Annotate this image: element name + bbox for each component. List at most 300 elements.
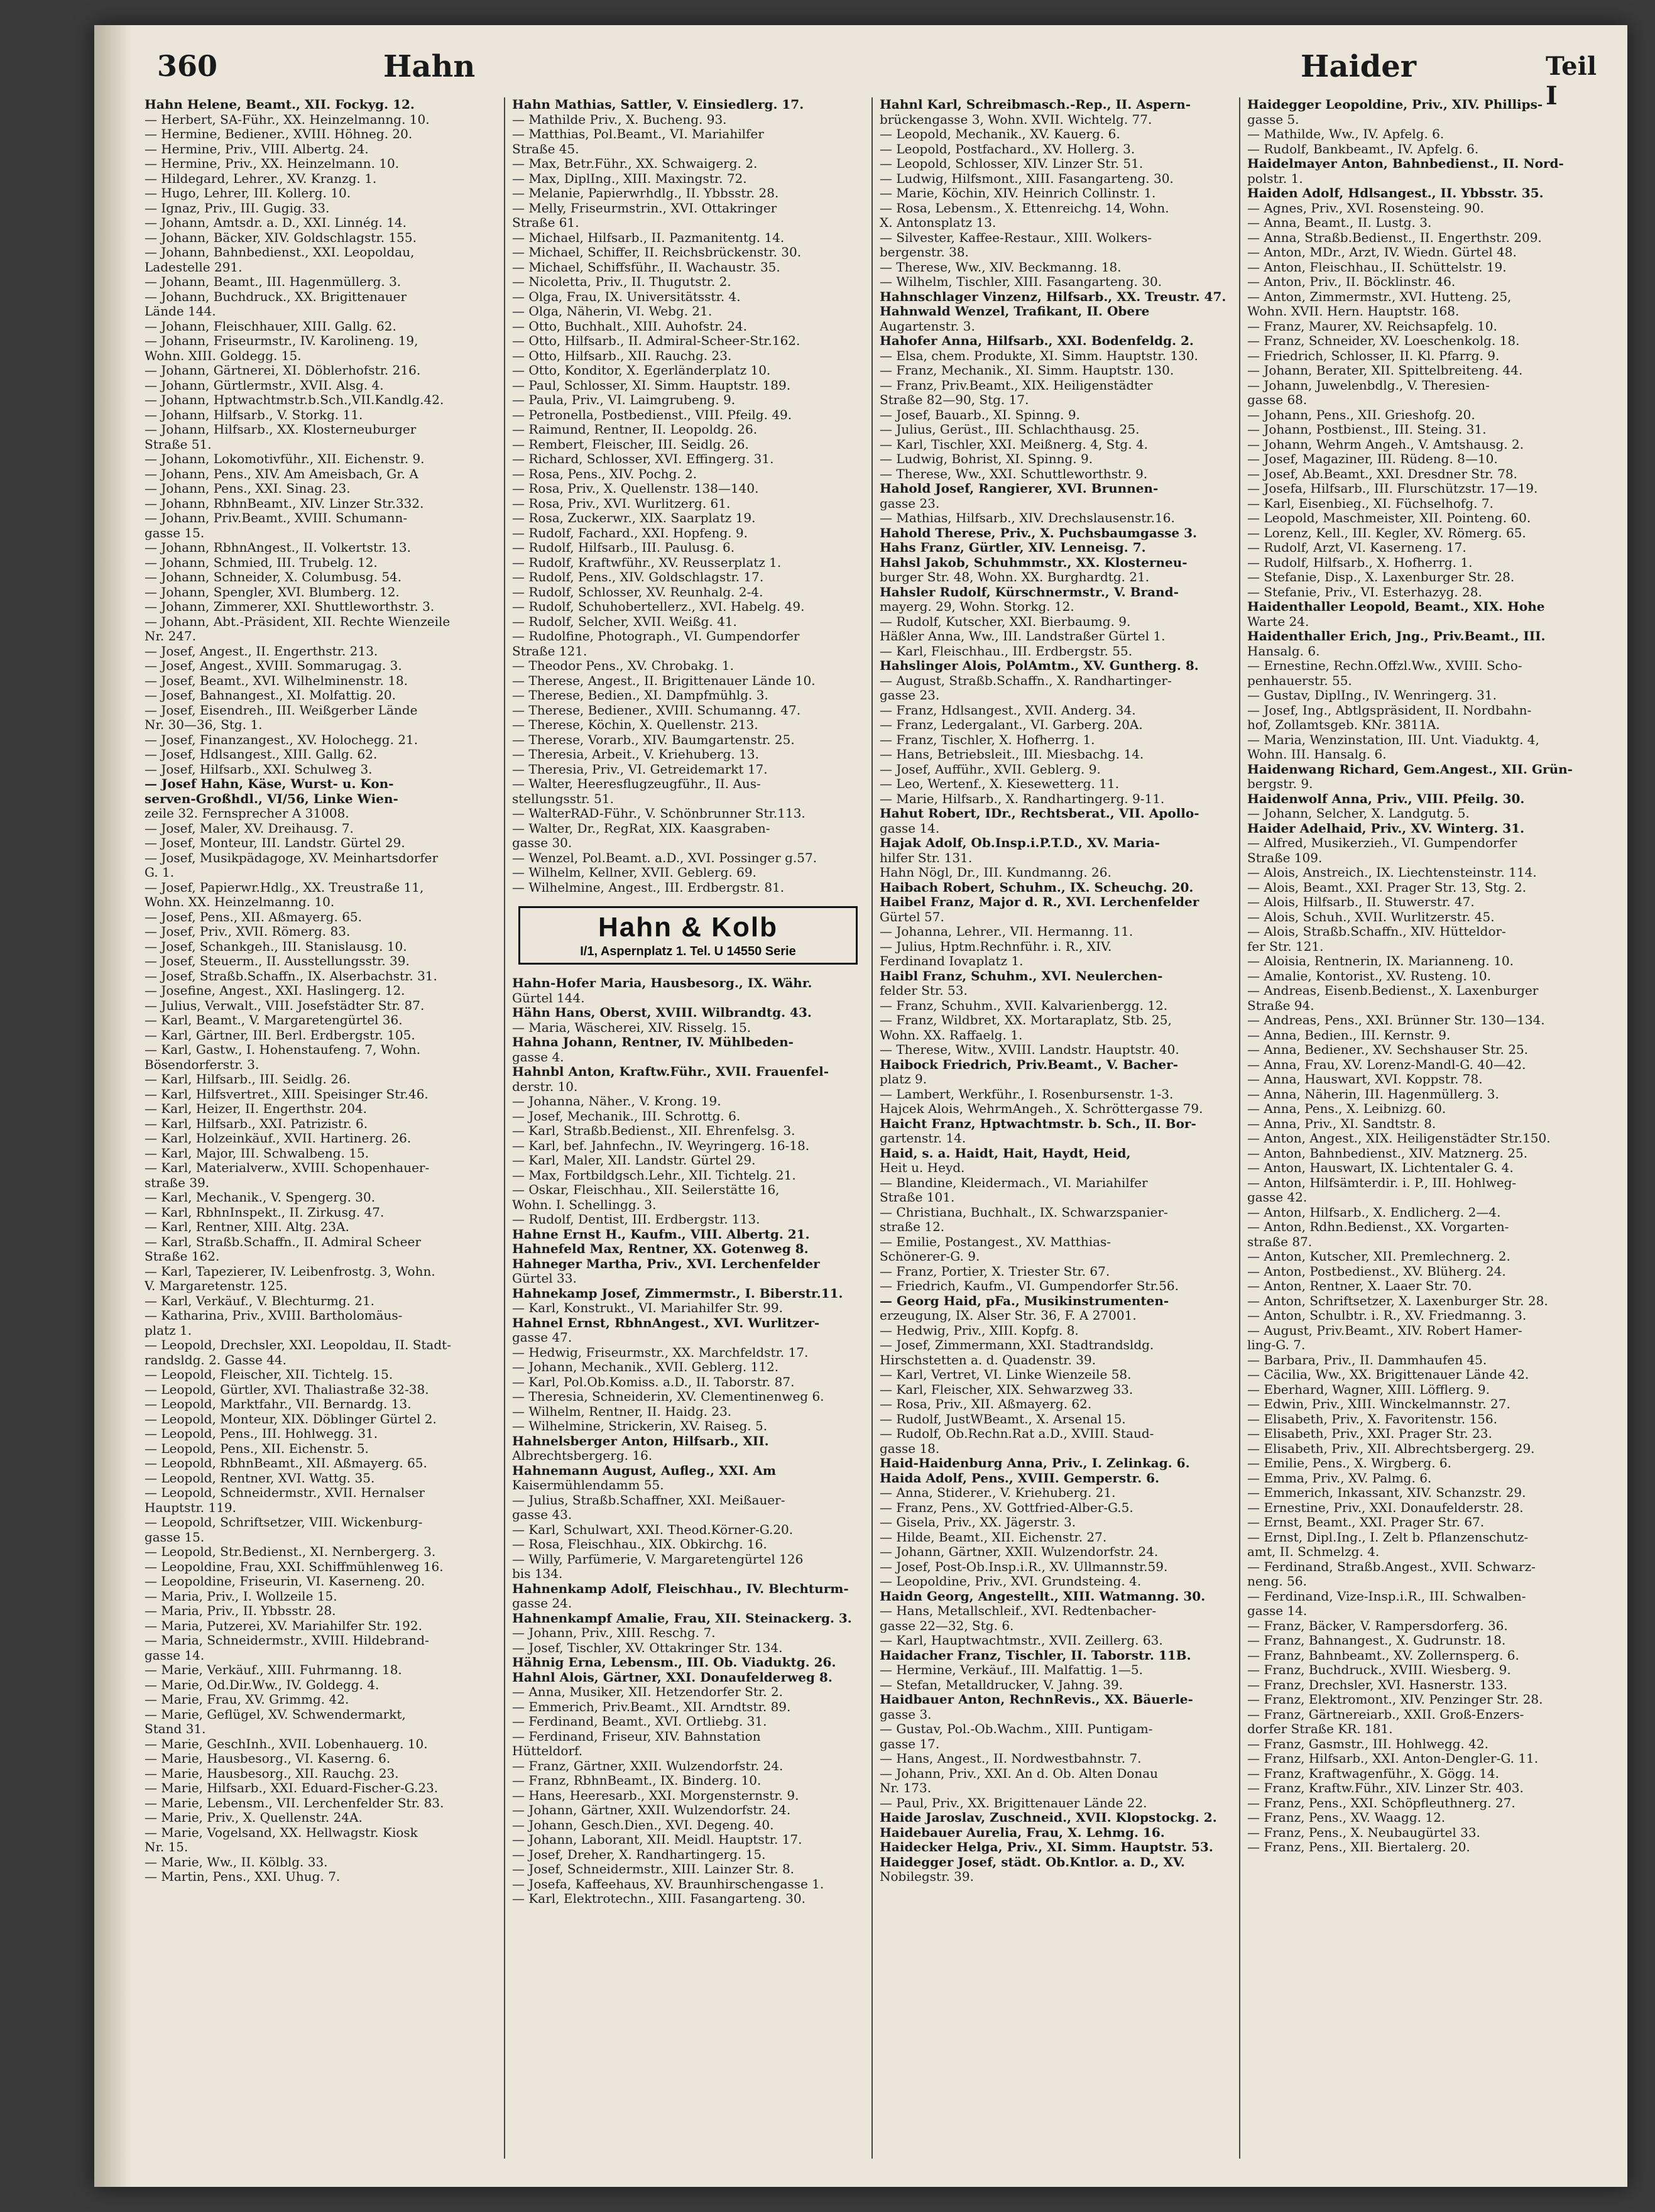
directory-entry: straße 87. bbox=[1247, 1234, 1313, 1249]
directory-entry: — Therese, Ww., XXI. Schuttleworthstr. 9. bbox=[880, 466, 1148, 481]
directory-entry: — Johanna, Lehrer., VII. Hermanng. 11. bbox=[880, 924, 1133, 939]
directory-entry: — Rosa, Fleischhau., XIX. Obkirchg. 16. bbox=[512, 1537, 767, 1552]
directory-entry: — Katharina, Priv., XVIII. Bartholomäus- bbox=[145, 1308, 403, 1323]
directory-entry: Nr. 30—36, Stg. 1. bbox=[145, 718, 263, 732]
directory-entry: — Karl, Major, III. Schwalbeng. 15. bbox=[145, 1146, 369, 1161]
directory-entry: — Leopold, Gürtler, XVI. Thaliastraße 32-38. bbox=[145, 1382, 429, 1397]
directory-entry: Gürtel 33. bbox=[512, 1271, 577, 1286]
directory-entry: — Johann, Wehrm Angeh., V. Amtshausg. 2. bbox=[1247, 437, 1524, 452]
directory-entry: — Hans, Heeresarb., XXI. Morgensternstr. 9. bbox=[512, 1788, 799, 1803]
directory-entry: Haidenwang Richard, Gem.Angest., XII. Grün- bbox=[1247, 762, 1573, 777]
directory-entry: — Anna, Frau, XV. Lorenz-Mandl-G. 40—42. bbox=[1247, 1057, 1526, 1072]
directory-entry: — Emmerich, Priv.Beamt., XII. Arndtstr. 89. bbox=[512, 1699, 791, 1714]
directory-entry: — Rudolf, Hilfsarb., X. Hofherrg. 1. bbox=[1247, 555, 1473, 570]
directory-entry: — Karl, Gärtner, III. Berl. Erdbergstr. 105. bbox=[145, 1027, 415, 1043]
directory-entry: Haidenthaller Leopold, Beamt., XIX. Hohe bbox=[1247, 600, 1545, 614]
directory-entry: — Karl, bef. Jahnfechn., IV. Weyringerg. 16-18. bbox=[512, 1138, 810, 1153]
directory-entry: — Josef, Ab.Beamt., XXI. Dresdner Str. 78. bbox=[1247, 466, 1517, 481]
directory-entry: Hahnekamp Josef, Zimmermstr., I. Biberstr.11. bbox=[512, 1286, 843, 1301]
directory-entry: — Josef, Bauarb., XI. Spinng. 9. bbox=[880, 407, 1080, 422]
directory-entry: Haidebauer Aurelia, Frau, X. Lehmg. 16. bbox=[880, 1825, 1165, 1840]
directory-entry: — Wilhelmine, Angest., III. Erdbergstr. 81. bbox=[512, 880, 785, 895]
directory-entry: Hahn Helene, Beamt., XII. Fockyg. 12. bbox=[145, 97, 415, 112]
directory-entry: — Josef, Aufführ., XVII. Geblerg. 9. bbox=[880, 762, 1101, 777]
directory-entry: platz 1. bbox=[145, 1323, 192, 1338]
directory-entry: hof, Zollamtsgeb. KNr. 3811A. bbox=[1247, 718, 1440, 732]
directory-entry: — Alois, Schuh., XVII. Wurlitzerstr. 45. bbox=[1247, 909, 1495, 924]
directory-entry: — Franz, Kraftw.Führ., XIV. Linzer Str. 403. bbox=[1247, 1781, 1524, 1795]
directory-entry: — Karl, Elektrotechn., XIII. Fasangarteng. 30. bbox=[512, 1892, 806, 1906]
directory-entry: — Elisabeth, Priv., X. Favoritenstr. 156. bbox=[1247, 1411, 1497, 1426]
directory-entry: — Marie, Verkäuf., XIII. Fuhrmanng. 18. bbox=[145, 1663, 402, 1677]
directory-entry: — Karl, Eisenbieg., XI. Füchselhofg. 7. bbox=[1247, 496, 1494, 511]
directory-entry: — Leopold, Pens., XII. Eichenstr. 5. bbox=[145, 1441, 369, 1456]
directory-entry: — Franz, Portier, X. Triester Str. 67. bbox=[880, 1264, 1110, 1279]
directory-entry: — Johann, Priv., XIII. Reschg. 7. bbox=[512, 1626, 716, 1640]
directory-entry: — Franz, Mechanik., XI. Simm. Hauptstr. 130. bbox=[880, 363, 1174, 378]
column-2 bbox=[512, 97, 864, 2165]
directory-entry: — Josef Hahn, Käse, Wurst- u. Kon- bbox=[145, 777, 394, 791]
directory-entry: fer Str. 121. bbox=[1247, 939, 1324, 954]
directory-entry: — Johann, Abt.-Präsident, XII. Rechte Wienzeile bbox=[145, 614, 451, 629]
directory-entry: — Josefa, Kaffeehaus, XV. Braunhirschengasse 1. bbox=[512, 1876, 824, 1892]
directory-entry: — Ludwig, Bohrist, XI. Spinng. 9. bbox=[880, 452, 1093, 466]
directory-entry: — Johann, Amtsdr. a. D., XXI. Linnég. 14. bbox=[145, 216, 407, 230]
directory-entry: — Karl, RbhnInspekt., II. Zirkusg. 47. bbox=[145, 1205, 385, 1220]
directory-entry: gasse 14. bbox=[880, 821, 940, 836]
directory-entry: — Matthias, Pol.Beamt., VI. Mariahilfer bbox=[512, 127, 764, 141]
directory-entry: — Marie, Hilfsarb., XXI. Eduard-Fischer-G.23. bbox=[145, 1781, 439, 1795]
directory-entry: Hahnelsberger Anton, Hilfsarb., XII. bbox=[512, 1433, 769, 1448]
directory-entry: Hajcek Alois, WehrmAngeh., X. Schröttergasse 79. bbox=[880, 1102, 1203, 1116]
directory-entry: gasse 23. bbox=[880, 496, 940, 511]
directory-entry: — Johann, Juwelenbdlg., V. Theresien- bbox=[1247, 378, 1490, 393]
directory-entry: gasse 18. bbox=[880, 1441, 940, 1456]
directory-entry: — Franz, Pens., XV. Waagg. 12. bbox=[1247, 1810, 1446, 1825]
directory-entry: Straße 121. bbox=[512, 643, 587, 659]
directory-entry: — Wenzel, Pol.Beamt. a.D., XVI. Possinger g.57. bbox=[512, 850, 817, 865]
directory-entry: — Josef, Eisendreh., III. Weißgerber Lände bbox=[145, 703, 418, 718]
directory-entry: — Franz, Bäcker, V. Rampersdorferg. 36. bbox=[1247, 1618, 1508, 1633]
directory-entry: — Raimund, Rentner, II. Leopoldg. 26. bbox=[512, 422, 758, 437]
directory-entry: — Gustav, DiplIng., IV. Wenringerg. 31. bbox=[1247, 688, 1497, 703]
directory-entry: — Theresia, Arbeit., V. Kriehuberg. 13. bbox=[512, 747, 759, 762]
directory-entry: — Leopold, Str.Bedienst., XI. Nernbergerg. 3. bbox=[145, 1545, 436, 1559]
directory-entry: — Josefine, Angest., XXI. Haslingerg. 12. bbox=[145, 983, 405, 998]
directory-entry: — Julius, Hptm.Rechnführ. i. R., XIV. bbox=[880, 939, 1112, 954]
directory-entry: Gürtel 57. bbox=[880, 909, 944, 924]
directory-entry: Haidegger Josef, städt. Ob.Kntlor. a. D., XV. bbox=[880, 1854, 1185, 1870]
directory-entry: stellungsstr. 51. bbox=[512, 791, 614, 806]
directory-entry: — Karl, Fleischer, XIX. Sehwarzweg 33. bbox=[880, 1382, 1133, 1397]
directory-entry: — Leopold, Fleischer, XII. Tichtelg. 15. bbox=[145, 1367, 393, 1382]
directory-entry: randsldg. 2. Gasse 44. bbox=[145, 1352, 287, 1367]
directory-entry: — Anna, Näherin, III. Hagenmüllerg. 3. bbox=[1247, 1087, 1499, 1102]
directory-entry: — Karl, Pol.Ob.Komiss. a.D., II. Taborstr. 87. bbox=[512, 1374, 795, 1389]
page-gutter-shadow bbox=[94, 25, 132, 2187]
directory-entry: — Nicoletta, Priv., II. Thugutstr. 2. bbox=[512, 275, 731, 289]
directory-entry: — Hugo, Lehrer, III. Kollerg. 10. bbox=[145, 186, 351, 200]
directory-entry: — Julius, Gerüst., III. Schlachthausg. 25. bbox=[880, 422, 1140, 437]
directory-entry: Straße 51. bbox=[145, 437, 212, 452]
directory-entry: Straße 162. bbox=[145, 1249, 220, 1264]
directory-entry: — Wilhelm, Tischler, XIII. Fasangarteng. 30. bbox=[880, 275, 1162, 289]
directory-entry: — Franz, Wildbret, XX. Mortaraplatz, Stb. 25, bbox=[880, 1013, 1172, 1027]
directory-entry: — Johann, RbhnAngest., II. Volkertstr. 13. bbox=[145, 540, 411, 555]
directory-entry: — Emmerich, Inkassant, XIV. Schanzstr. 29. bbox=[1247, 1486, 1526, 1500]
directory-entry: Wohn. I. Schellingg. 3. bbox=[512, 1197, 657, 1212]
directory-entry: gasse 42. bbox=[1247, 1190, 1308, 1205]
directory-entry: — Josef, Angest., II. Engerthstr. 213. bbox=[145, 643, 378, 659]
directory-entry: — Karl, Vertret, VI. Linke Wienzeile 58. bbox=[880, 1367, 1132, 1382]
directory-entry: Haibel Franz, Major d. R., XVI. Lerchenfelder bbox=[880, 895, 1199, 909]
directory-entry: — Maria, Schneidermstr., XVIII. Hildebrand- bbox=[145, 1633, 429, 1648]
directory-entry: ling-G. 7. bbox=[1247, 1338, 1306, 1352]
directory-entry: — Johann, Gärtnerei, XI. Döblerhofstr. 216. bbox=[145, 363, 421, 378]
directory-entry: Hahslinger Alois, PolAmtm., XV. Guntherg. 8. bbox=[880, 659, 1199, 673]
directory-entry: — Anton, Schriftsetzer, X. Laxenburger Str. 28. bbox=[1247, 1293, 1548, 1308]
directory-entry: — Alois, Anstreich., IX. Liechtensteinstr. 114. bbox=[1247, 865, 1537, 880]
directory-entry: — Marie, Hausbesorg., XII. Rauchg. 23. bbox=[145, 1766, 399, 1781]
directory-entry: — Max, Betr.Führ., XX. Schwaigerg. 2. bbox=[512, 156, 758, 171]
directory-entry: — Ernst, Dipl.Ing., I. Zelt b. Pflanzenschutz- bbox=[1247, 1530, 1529, 1545]
directory-entry: gasse 22—32, Stg. 6. bbox=[880, 1618, 1014, 1633]
directory-entry: — Karl, Hilfsvertret., XIII. Speisinger Str.46. bbox=[145, 1087, 429, 1102]
directory-entry: — Josef, Beamt., XVI. Wilhelminenstr. 18. bbox=[145, 673, 408, 688]
directory-entry: — Johann, Pens., XII. Grieshofg. 20. bbox=[1247, 407, 1475, 422]
directory-entry: — Karl, Maler, XII. Landstr. Gürtel 29. bbox=[512, 1153, 756, 1168]
directory-entry: Wohn. III. Hansalg. 6. bbox=[1247, 747, 1387, 762]
directory-entry: — Anna, Straßb.Bedienst., II. Engerthstr. 209. bbox=[1247, 230, 1542, 245]
directory-entry: burger Str. 48, Wohn. XX. Burghardtg. 21. bbox=[880, 570, 1150, 584]
directory-entry: — Josef, Musikpädagoge, XV. Meinhartsdorfer bbox=[145, 850, 439, 865]
directory-entry: — Marie, Lebensm., VII. Lerchenfelder Str. 83. bbox=[145, 1795, 444, 1810]
directory-entry: — Stefanie, Disp., X. Laxenburger Str. 28. bbox=[1247, 570, 1515, 584]
directory-entry: — Gustav, Pol.-Ob.Wachm., XIII. Puntigam- bbox=[880, 1722, 1153, 1736]
directory-entry: — Maria, Wäscherei, XIV. Risselg. 15. bbox=[512, 1020, 751, 1035]
directory-entry: — Marie, Ww., II. Kölblg. 33. bbox=[145, 1854, 328, 1870]
directory-entry: — Therese, Köchin, X. Quellenstr. 213. bbox=[512, 718, 758, 732]
directory-entry: — Rudolfine, Photograph., VI. Gumpendorfer bbox=[512, 629, 800, 643]
directory-entry: — Leo, Wertenf., X. Kiesewetterg. 11. bbox=[880, 777, 1120, 791]
directory-entry: Heit u. Heyd. bbox=[880, 1161, 965, 1175]
directory-entry: Haida Adolf, Pens., XVIII. Gemperstr. 6. bbox=[880, 1470, 1160, 1486]
directory-entry: Straße 94. bbox=[1247, 998, 1314, 1013]
directory-entry: — Franz, Drechsler, XVI. Hasnerstr. 133. bbox=[1247, 1677, 1508, 1692]
directory-entry: — Karl, Heizer, II. Engerthstr. 204. bbox=[145, 1102, 368, 1116]
directory-entry: — Johann, Gürtlermstr., XVII. Alsg. 4. bbox=[145, 378, 384, 393]
directory-entry: — Leopold, Rentner, XVI. Wattg. 35. bbox=[145, 1470, 375, 1486]
directory-entry: — Johann, Gärtner, XXII. Wulzendorfstr. 24. bbox=[880, 1545, 1159, 1559]
directory-entry: — Johann, Postbienst., III. Steing. 31. bbox=[1247, 422, 1487, 437]
directory-entry: Hajak Adolf, Ob.Insp.i.P.T.D., XV. Maria- bbox=[880, 836, 1160, 850]
directory-entry: — Otto, Konditor, X. Egerländerplatz 10. bbox=[512, 363, 771, 378]
directory-entry: — Franz, Pens., XXI. Schöpfleuthnerg. 27. bbox=[1247, 1795, 1516, 1810]
directory-entry: Haidecker Helga, Priv., XI. Simm. Hauptstr. 53. bbox=[880, 1840, 1213, 1854]
directory-entry: Straße 61. bbox=[512, 216, 579, 230]
directory-entry: gasse 5. bbox=[1247, 112, 1299, 127]
directory-entry: Hahnwald Wenzel, Trafikant, II. Obere bbox=[880, 304, 1150, 319]
directory-entry: — Rudolf, Hilfsarb., III. Paulusg. 6. bbox=[512, 540, 735, 555]
directory-entry: — Johann, Schneider, X. Columbusg. 54. bbox=[145, 570, 402, 584]
directory-entry: Hahnenkamp Adolf, Fleischhau., IV. Blechturm- bbox=[512, 1581, 849, 1596]
directory-entry: — Anna, Musiker, XII. Hetzendorfer Str. 2. bbox=[512, 1685, 784, 1699]
column-4 bbox=[1247, 97, 1599, 2165]
directory-entry: — Anton, MDr., Arzt, IV. Wiedn. Gürtel 48. bbox=[1247, 245, 1517, 260]
directory-entry: — WalterRAD-Führ., V. Schönbrunner Str.113. bbox=[512, 806, 806, 821]
directory-entry: — Andreas, Eisenb.Bedienst., X. Laxenburger bbox=[1247, 983, 1539, 998]
directory-entry: Nr. 247. bbox=[145, 629, 197, 643]
directory-entry: — Elsa, chem. Produkte, XI. Simm. Hauptstr. 130. bbox=[880, 348, 1198, 363]
directory-entry: Haidegger Leopoldine, Priv., XIV. Phillips- bbox=[1247, 97, 1543, 112]
directory-entry: — Johann, Spengler, XVI. Blumberg. 12. bbox=[145, 584, 400, 600]
directory-entry: — Ferdinand, Friseur, XIV. Bahnstation bbox=[512, 1729, 761, 1744]
directory-entry: gasse 14. bbox=[1247, 1604, 1308, 1618]
directory-entry: — Amalie, Kontorist., XV. Rusteng. 10. bbox=[1247, 968, 1491, 983]
directory-entry: V. Margaretenstr. 125. bbox=[145, 1279, 288, 1293]
directory-entry: — Johann, Priv., XXI. An d. Ob. Alten Donau bbox=[880, 1766, 1159, 1781]
directory-entry: — Johann, Laborant, XII. Meidl. Hauptstr. 17. bbox=[512, 1832, 802, 1847]
directory-entry: — Marie, Köchin, XIV. Heinrich Collinstr. 1. bbox=[880, 186, 1156, 200]
directory-entry: gasse 43. bbox=[512, 1508, 572, 1522]
directory-entry: — Franz, Pens., XII. Biertalerg. 20. bbox=[1247, 1840, 1470, 1854]
directory-entry: — Ernestine, Rechn.Offzl.Ww., XVIII. Scho- bbox=[1247, 659, 1522, 673]
directory-entry: Straße 101. bbox=[880, 1190, 955, 1205]
directory-entry: — Maria, Priv., I. Wollzeile 15. bbox=[145, 1589, 337, 1604]
directory-entry: — Leopold, Drechsler, XXI. Leopoldau, II. Stadt- bbox=[145, 1338, 451, 1352]
directory-entry: Schönerer-G. 9. bbox=[880, 1249, 980, 1264]
directory-entry: — Lambert, Werkführ., I. Rosenbursenstr. 1-3. bbox=[880, 1087, 1174, 1102]
directory-entry: — Ludwig, Hilfsmont., XIII. Fasangarteng. 30. bbox=[880, 171, 1174, 186]
directory-entry: — Karl, Straßb.Bedienst., XII. Ehrenfelsg. 3. bbox=[512, 1124, 795, 1138]
directory-entry: Nobilegstr. 39. bbox=[880, 1870, 974, 1884]
directory-entry: amt, II. Schmelzg. 4. bbox=[1247, 1545, 1380, 1559]
directory-entry: — Karl, Schulwart, XXI. Theod.Körner-G.20. bbox=[512, 1522, 794, 1537]
directory-entry: — Josef, Angest., XVIII. Sommarugag. 3. bbox=[145, 659, 402, 673]
directory-entry: Hütteldorf. bbox=[512, 1744, 583, 1758]
directory-entry: — August, Priv.Beamt., XIV. Robert Hamer- bbox=[1247, 1323, 1522, 1338]
directory-entry: — Josef, Monteur, III. Landstr. Gürtel 29. bbox=[145, 836, 405, 850]
left-running-head: Hahn bbox=[383, 49, 476, 84]
directory-entry: — Michael, Schiffsführ., II. Wachaustr. 35. bbox=[512, 260, 780, 275]
directory-entry: — Karl, Hauptwachtmstr., XVII. Zeillerg. 63. bbox=[880, 1633, 1163, 1648]
directory-entry: — Julius, Verwalt., VIII. Josefstädter Str. 87. bbox=[145, 998, 425, 1013]
directory-entry: — Ignaz, Priv., III. Gugig. 33. bbox=[145, 200, 330, 216]
directory-entry: Straße 82—90, Stg. 17. bbox=[880, 393, 1029, 407]
directory-entry: — Johann, Bahnbedienst., XXI. Leopoldau, bbox=[145, 245, 415, 260]
directory-entry: — Anton, Zimmermstr., XVI. Hutteng. 25, bbox=[1247, 289, 1512, 304]
directory-entry: — Rudolf, Pens., XIV. Goldschlagstr. 17. bbox=[512, 570, 764, 584]
directory-entry: — Christiana, Buchhalt., IX. Schwarzspanier- bbox=[880, 1205, 1168, 1220]
directory-entry: — Josef, Hilfsarb., XXI. Schulweg 3. bbox=[145, 762, 373, 777]
directory-entry: gasse 30. bbox=[512, 836, 572, 850]
directory-entry: — Franz, RbhnBeamt., IX. Binderg. 10. bbox=[512, 1773, 762, 1788]
directory-entry: — Johann, Fleischhauer, XIII. Gallg. 62. bbox=[145, 319, 396, 334]
directory-entry: Albrechtsbergerg. 16. bbox=[512, 1448, 653, 1463]
directory-entry: — Anna, Bedien., III. Kernstr. 9. bbox=[1247, 1027, 1451, 1043]
directory-entry: Hahs Franz, Gürtler, XIV. Lenneisg. 7. bbox=[880, 540, 1146, 555]
directory-entry: brückengasse 3, Wohn. XVII. Wichtelg. 77. bbox=[880, 112, 1152, 127]
directory-entry: — Josef, Ing., Abtlgspräsident, II. Nordbahn- bbox=[1247, 703, 1532, 718]
directory-entry: — Hermine, Verkäuf., III. Malfattig. 1—5. bbox=[880, 1663, 1144, 1677]
directory-entry: — Karl, Hilfsarb., III. Seidlg. 26. bbox=[145, 1072, 351, 1087]
directory-entry: — Josef, Priv., XVII. Römerg. 83. bbox=[145, 924, 351, 939]
directory-entry: — Johann, Schmied, III. Trubelg. 12. bbox=[145, 555, 378, 570]
directory-entry: — Franz, Hdlsangest., XVII. Anderg. 34. bbox=[880, 703, 1136, 718]
directory-entry: — Josef, Schankgeh., III. Stanislausg. 10. bbox=[145, 939, 407, 954]
directory-entry: — Marie, Frau, XV. Grimmg. 42. bbox=[145, 1692, 349, 1707]
directory-entry: — Julius, Straßb.Schaffner, XXI. Meißauer- bbox=[512, 1492, 785, 1508]
directory-entry: Haider Adelhaid, Priv., XV. Winterg. 31. bbox=[1247, 821, 1525, 836]
directory-entry: — Karl, Konstrukt., VI. Mariahilfer Str. 99. bbox=[512, 1301, 783, 1315]
directory-entry: — Johann, Lokomotivführ., XII. Eichenstr. 9. bbox=[145, 452, 425, 466]
directory-entry: — Leopoldine, Priv., XVI. Grundsteing. 4. bbox=[880, 1574, 1142, 1589]
directory-entry: — Anton, Fleischhau., II. Schüttelstr. 19. bbox=[1247, 260, 1507, 275]
directory-entry: Lände 144. bbox=[145, 304, 216, 319]
directory-entry: — Johann, Gärtner, XXII. Wulzendorfstr. 24. bbox=[512, 1803, 791, 1817]
directory-entry: — Anton, Angest., XIX. Heiligenstädter Str.150. bbox=[1247, 1131, 1551, 1146]
directory-entry: Hahnschlager Vinzenz, Hilfsarb., XX. Treustr. 47. bbox=[880, 289, 1226, 304]
directory-page bbox=[94, 25, 1627, 2187]
right-running-head: Haider bbox=[1301, 49, 1417, 84]
directory-entry: Häßler Anna, Ww., III. Landstraßer Gürtel 1. bbox=[880, 629, 1166, 643]
directory-entry: — Walter, Heeresflugzeugführ., II. Aus- bbox=[512, 777, 761, 791]
directory-entry: — Franz, Tischler, X. Hofherrg. 1. bbox=[880, 732, 1095, 747]
directory-entry: — Karl, Holzeinkäuf., XVII. Hartinerg. 26. bbox=[145, 1131, 412, 1146]
directory-entry: — Franz, Schneider, XV. Loeschenkolg. 18. bbox=[1247, 334, 1520, 348]
directory-entry: Hähn Hans, Oberst, XVIII. Wilbrandtg. 43. bbox=[512, 1005, 812, 1020]
directory-entry: — Johanna, Näher., V. Krong. 19. bbox=[512, 1094, 721, 1109]
directory-entry: — Franz, Buchdruck., XVIII. Wiesberg. 9. bbox=[1247, 1663, 1511, 1677]
directory-entry: — Paul, Priv., XX. Brigittenauer Lände 22. bbox=[880, 1795, 1147, 1810]
directory-entry: zeile 32. Fernsprecher A 31008. bbox=[145, 806, 349, 821]
directory-entry: — Ferdinand, Vize-Insp.i.R., III. Schwalben- bbox=[1247, 1589, 1526, 1604]
directory-entry: — Michael, Hilfsarb., II. Pazmanitentg. 14. bbox=[512, 230, 785, 245]
directory-entry: — Stefan, Metalldrucker, V. Jahng. 39. bbox=[880, 1677, 1123, 1692]
directory-entry: platz 9. bbox=[880, 1072, 927, 1087]
directory-entry: — Rosa, Lebensm., X. Ettenreichg. 14, Wohn. bbox=[880, 200, 1169, 216]
directory-entry: Haidn Georg, Angestellt., XIII. Watmanng. 30. bbox=[880, 1589, 1206, 1604]
directory-entry: — Hans, Metallschleif., XVI. Redtenbacher- bbox=[880, 1604, 1157, 1618]
directory-entry: — Rudolf, Kraftwführ., XV. Reusserplatz 1. bbox=[512, 555, 782, 570]
directory-entry: — Leopold, Monteur, XIX. Döblinger Gürtel 2. bbox=[145, 1411, 437, 1426]
directory-entry: Bösendorferstr. 3. bbox=[145, 1057, 259, 1072]
directory-entry: — Karl, Straßb.Schaffn., II. Admiral Scheer bbox=[145, 1234, 421, 1249]
directory-entry: Hähnig Erna, Lebensm., III. Ob. Viaduktg. 26. bbox=[512, 1655, 836, 1670]
directory-entry: — Leopold, Mechanik., XV. Kauerg. 6. bbox=[880, 127, 1120, 141]
directory-entry: — Karl, Tapezierer, IV. Leibenfrostg. 3, Wohn. bbox=[145, 1264, 435, 1279]
directory-entry: — Emma, Priv., XV. Palmg. 6. bbox=[1247, 1470, 1432, 1486]
directory-entry: — Johann, Beamt., III. Hagenmüllerg. 3. bbox=[145, 275, 401, 289]
directory-entry: — Karl, Hilfsarb., XXI. Patrizistr. 6. bbox=[145, 1116, 368, 1131]
directory-entry: Haidenthaller Erich, Jng., Priv.Beamt., III. bbox=[1247, 629, 1546, 643]
directory-entry: bergenstr. 38. bbox=[880, 245, 969, 260]
directory-entry: — Maria, Wenzinstation, III. Unt. Viaduktg. 4, bbox=[1247, 732, 1539, 747]
directory-entry: — Karl, Gastw., I. Hohenstaufeng. 7, Wohn. bbox=[145, 1043, 421, 1057]
directory-entry: — Theresia, Priv., VI. Getreidemarkt 17. bbox=[512, 762, 768, 777]
directory-entry: — Alfred, Musikerzieh., VI. Gumpendorfer bbox=[1247, 836, 1517, 850]
directory-entry: — Marie, Od.Dir.Ww., IV. Goldegg. 4. bbox=[145, 1677, 380, 1692]
directory-entry: — Rudolf, Arzt, VI. Kaserneng. 17. bbox=[1247, 540, 1467, 555]
directory-entry: Wohn. XVII. Hern. Hauptstr. 168. bbox=[1247, 304, 1460, 319]
directory-entry: derstr. 10. bbox=[512, 1079, 578, 1094]
directory-entry: — Hedwig, Priv., XIII. Kopfg. 8. bbox=[880, 1323, 1079, 1338]
directory-entry: — Anton, Schulbtr. i. R., XV. Friedmanng. 3. bbox=[1247, 1308, 1527, 1323]
directory-entry: — Ernst, Beamt., XXI. Prager Str. 67. bbox=[1247, 1515, 1485, 1530]
directory-entry: — Eberhard, Wagner, XIII. Löfflerg. 9. bbox=[1247, 1382, 1490, 1397]
directory-entry: — Leopold, Schriftsetzer, VIII. Wickenburg- bbox=[145, 1515, 423, 1530]
directory-entry: — Franz, Elektromont., XIV. Penzinger Str. 28. bbox=[1247, 1692, 1543, 1707]
directory-entry: — Josef, Schneidermstr., XIII. Lainzer Str. 8. bbox=[512, 1862, 795, 1876]
directory-entry: — Marie, Priv., X. Quellenstr. 24A. bbox=[145, 1810, 363, 1825]
directory-entry: — Karl, Mechanik., V. Spengerg. 30. bbox=[145, 1190, 376, 1205]
directory-entry: — Anton, Rentner, X. Laaer Str. 70. bbox=[1247, 1279, 1472, 1293]
directory-entry: erzeugung, IX. Alser Str. 36, F. A 27001. bbox=[880, 1308, 1137, 1323]
directory-entry: — Rudolf, Fachard., XXI. Hopfeng. 9. bbox=[512, 525, 748, 540]
directory-entry: Haidelmayer Anton, Bahnbedienst., II. Nord- bbox=[1247, 156, 1564, 171]
directory-entry: gasse 15. bbox=[145, 1530, 205, 1545]
directory-entry: Stand 31. bbox=[145, 1722, 206, 1736]
directory-entry: — Josef, Pens., XII. Aßmayerg. 65. bbox=[145, 909, 362, 924]
directory-entry: — Rudolf, Dentist, III. Erdbergstr. 113. bbox=[512, 1212, 760, 1227]
directory-entry: — Stefanie, Priv., VI. Esterhazyg. 28. bbox=[1247, 584, 1482, 600]
directory-entry: — Marie, Geflügel, XV. Schwendermarkt, bbox=[145, 1707, 406, 1722]
directory-entry: — Wilhelm, Kellner, XVII. Geblerg. 69. bbox=[512, 865, 756, 880]
directory-entry: — Karl, Rentner, XIII. Altg. 23A. bbox=[145, 1220, 349, 1234]
directory-entry: — Leopoldine, Frau, XXI. Schiffmühlenweg 16. bbox=[145, 1559, 444, 1574]
directory-entry: — Josef, Finanzangest., XV. Holochegg. 21. bbox=[145, 732, 418, 747]
directory-entry: — Paula, Priv., VI. Laimgrubeng. 9. bbox=[512, 393, 736, 407]
directory-entry: — Johann, Pens., XXI. Sinag. 23. bbox=[145, 481, 351, 496]
directory-entry: — Ferdinand, Straßb.Angest., XVII. Schwarz- bbox=[1247, 1559, 1536, 1574]
directory-entry: — Friedrich, Schlosser, II. Kl. Pfarrg. 9. bbox=[1247, 348, 1500, 363]
directory-entry: Nr. 173. bbox=[880, 1781, 932, 1795]
directory-entry: — Rudolf, Ob.Rechn.Rat a.D., XVIII. Staud- bbox=[880, 1426, 1154, 1441]
directory-entry: Hahold Therese, Priv., X. Puchsbaumgasse 3. bbox=[880, 525, 1197, 540]
directory-entry: — Rembert, Fleischer, III. Seidlg. 26. bbox=[512, 437, 749, 452]
directory-entry: — Johann, Selcher, X. Landgutg. 5. bbox=[1247, 806, 1470, 821]
directory-entry: — Anton, Hilfsämterdir. i. P., III. Hohlweg- bbox=[1247, 1175, 1517, 1190]
directory-entry: — August, Straßb.Schaffn., X. Randhartinger- bbox=[880, 673, 1172, 688]
directory-entry: — Cäcilia, Ww., XX. Brigittenauer Lände 42. bbox=[1247, 1367, 1529, 1382]
directory-entry: Hahnefeld Max, Rentner, XX. Gotenweg 8. bbox=[512, 1242, 809, 1256]
directory-entry: serven-Großhdl., VI/56, Linke Wien- bbox=[145, 791, 398, 806]
directory-entry: Ladestelle 291. bbox=[145, 260, 243, 275]
directory-entry: Gürtel 144. bbox=[512, 990, 585, 1005]
directory-entry: — Leopoldine, Friseurin, VI. Kaserneng. 20. bbox=[145, 1574, 425, 1589]
directory-entry: — Anna, Bediener., XV. Sechshauser Str. 25. bbox=[1247, 1043, 1529, 1057]
directory-entry: — Mathilde Priv., X. Bucheng. 93. bbox=[512, 112, 727, 127]
directory-entry: — Josef, Straßb.Schaffn., IX. Alserbachstr. 31. bbox=[145, 968, 437, 983]
directory-entry: gasse 15. bbox=[145, 525, 205, 540]
directory-entry: Haid-Haidenburg Anna, Priv., I. Zelinkag. 6. bbox=[880, 1456, 1190, 1470]
directory-entry: — Marie, GeschInh., XVII. Lobenhauerg. 10. bbox=[145, 1736, 428, 1751]
directory-entry: — Josef, Tischler, XV. Ottakringer Str. 134. bbox=[512, 1640, 783, 1655]
directory-entry: — Franz, Priv.Beamt., XIX. Heiligenstädter bbox=[880, 378, 1153, 393]
directory-entry: — Karl, Materialverw., XVIII. Schopenhauer- bbox=[145, 1161, 430, 1175]
advertisement-title: Hahn & Kolb bbox=[598, 912, 778, 943]
directory-entry: — Ernestine, Priv., XXI. Donaufelderstr. 28. bbox=[1247, 1500, 1524, 1515]
directory-entry: Wohn. XX. Raffaelg. 1. bbox=[880, 1027, 1023, 1043]
directory-entry: — Wilhelmine, Strickerin, XV. Raiseg. 5. bbox=[512, 1419, 768, 1433]
directory-entry: Haide Jaroslav, Zuschneid., XVII. Klopstockg. 2. bbox=[880, 1810, 1217, 1825]
directory-entry: Hahut Robert, IDr., Rechtsberat., VII. Apollo- bbox=[880, 806, 1199, 821]
directory-entry: Haidenwolf Anna, Priv., VIII. Pfeilg. 30. bbox=[1247, 791, 1525, 806]
directory-entry: — Marie, Hausbesorg., VI. Kaserng. 6. bbox=[145, 1751, 391, 1766]
directory-entry: — Anna, Hauswart, XVI. Koppstr. 78. bbox=[1247, 1072, 1483, 1087]
directory-entry: — Ferdinand, Beamt., XVI. Ortliebg. 31. bbox=[512, 1714, 767, 1729]
directory-entry: — Franz, Gärtner, XXII. Wulzendorfstr. 24. bbox=[512, 1758, 784, 1773]
